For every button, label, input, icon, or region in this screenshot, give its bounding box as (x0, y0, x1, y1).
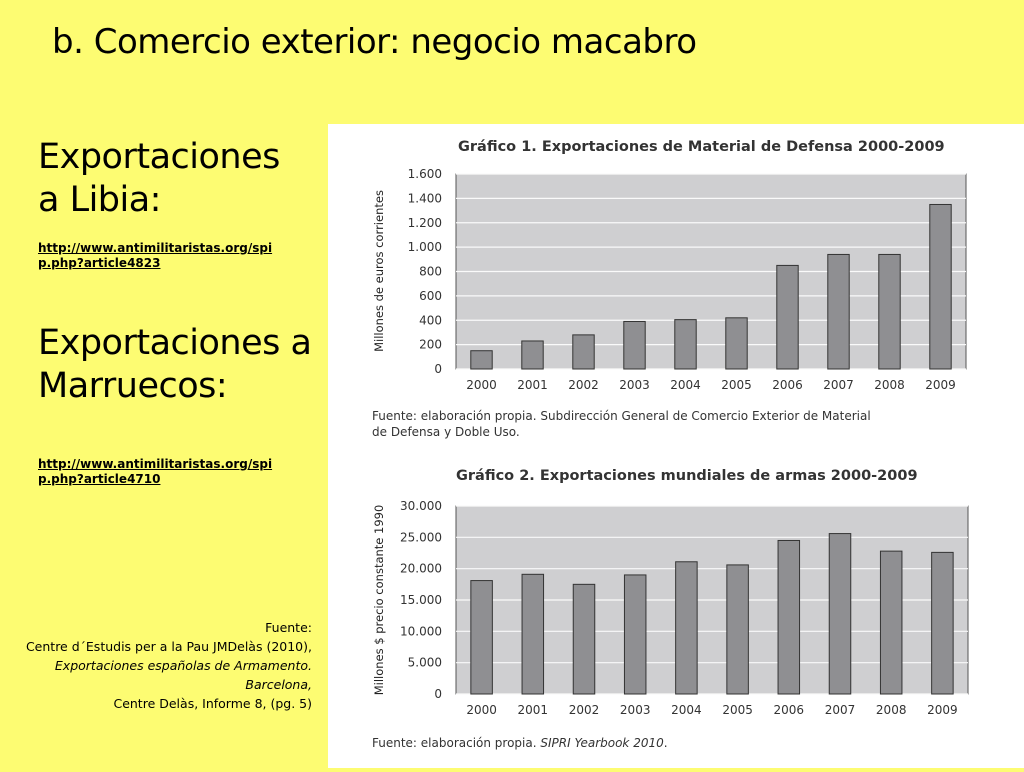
chart-1-ytick-label: 400 (419, 313, 442, 328)
chart-1-xtick-label: 2002 (568, 378, 599, 392)
chart-1-ytick-label: 800 (419, 264, 442, 279)
slide-title: b. Comercio exterior: negocio macabro (52, 22, 697, 62)
chart-2-ytick-label: 0 (434, 687, 442, 701)
chart-2-xtick-label: 2001 (517, 703, 549, 717)
chart-1-xtick-label: 2003 (619, 378, 650, 392)
figure-panel (328, 124, 1024, 768)
heading-marruecos: Exportaciones a Marruecos: (38, 323, 312, 406)
chart-2-xtick-label: 2008 (875, 703, 907, 717)
chart-1-title: Gráfico 1. Exportaciones de Material de Defensa 2000-2009 (458, 139, 945, 155)
chart-2-bar-2003 (624, 575, 646, 694)
source-line-4: Barcelona, (245, 677, 312, 692)
chart-1-bar-2004 (675, 320, 696, 369)
chart-2-xtick-label: 2006 (773, 703, 805, 717)
chart-2-ytick-label: 25.000 (400, 530, 442, 545)
chart-1-ytick-label: 1.200 (407, 215, 442, 230)
chart-1-xtick-label: 2004 (670, 378, 701, 392)
chart-2-bar-2007 (829, 534, 851, 694)
chart-1-bar-2003 (624, 321, 645, 369)
chart-2-ytick-label: 5.000 (407, 655, 442, 670)
chart-2-source: Fuente: elaboración propia. SIPRI Yearbook 2010. (372, 736, 668, 750)
source-line-1: Fuente: (265, 620, 312, 635)
chart-2-xtick-label: 2003 (619, 703, 651, 717)
chart-2-bar-2008 (880, 551, 902, 694)
chart-2-title: Gráfico 2. Exportaciones mundiales de armas 2000-2009 (456, 468, 918, 484)
chart-1-bar-2008 (879, 254, 900, 369)
chart-1-bar-2001 (522, 341, 543, 369)
chart-2 (372, 468, 968, 750)
chart-1-bar-2002 (573, 335, 594, 369)
chart-2-bar-2006 (778, 540, 800, 694)
chart-1-xtick-label: 2006 (772, 378, 803, 392)
chart-2-xtick-label: 2009 (927, 703, 958, 717)
chart-1-xtick-label: 2005 (721, 378, 752, 392)
source-line-2: Centre d´Estudis per a la Pau JMDelàs (2010), (25, 639, 312, 654)
chart-1-source: Fuente: elaboración propia. Subdirección General de Comercio Exterior de Material de Defensa y Doble Uso. (372, 409, 871, 439)
source-line-5: Centre Delàs, Informe 8, (pg. 5) (113, 696, 312, 711)
chart-2-bar-2002 (573, 584, 595, 694)
chart-2-bar-2009 (932, 552, 954, 694)
chart-2-bar-2000 (471, 581, 493, 694)
chart-2-bar-2005 (727, 565, 749, 694)
chart-2-ytick-label: 10.000 (400, 624, 442, 639)
chart-1-xtick-label: 2007 (823, 378, 854, 392)
chart-2-bar-2004 (676, 562, 698, 694)
chart-1-xtick-label: 2008 (874, 378, 905, 392)
chart-1-ytick-label: 1.000 (407, 240, 442, 255)
chart-1-ylabel: Millones de euros corrientes (372, 190, 386, 352)
chart-2-bar-2001 (522, 574, 544, 694)
chart-1-bar-2006 (777, 265, 798, 369)
chart-1-ytick-label: 200 (419, 337, 442, 352)
chart-1-xtick-label: 2001 (517, 378, 548, 392)
chart-1-ytick-label: 1.600 (407, 167, 442, 181)
chart-1-ytick-label: 0 (434, 362, 442, 376)
chart-1-xtick-label: 2000 (466, 378, 497, 392)
chart-1-bar-2009 (930, 204, 951, 369)
chart-2-xtick-label: 2005 (722, 703, 753, 717)
chart-2-ytick-label: 15.000 (400, 593, 442, 607)
chart-1-ytick-label: 1.400 (407, 191, 442, 206)
chart-2-xtick-label: 2007 (824, 703, 856, 717)
chart-2-ylabel: Millones $ precio constante 1990 (372, 504, 386, 696)
chart-2-ytick-label: 30.000 (400, 499, 442, 513)
chart-2-xtick-label: 2004 (671, 703, 702, 717)
link-marruecos[interactable]: http://www.antimilitaristas.org/spip.php?article4710 (38, 457, 273, 486)
chart-1-bar-2000 (471, 351, 492, 369)
chart-2-xtick-label: 2002 (568, 703, 600, 717)
chart-2-xtick-label: 2000 (466, 703, 497, 717)
link-libia[interactable]: http://www.antimilitaristas.org/spip.php?article4823 (38, 241, 273, 270)
heading-libia: Exportaciones a Libia: (38, 137, 280, 220)
chart-2-ytick-label: 20.000 (400, 561, 442, 576)
source-citation (2, 618, 312, 713)
charts-svg (328, 124, 1024, 768)
source-line-3: Exportaciones españolas de Armamento. (54, 658, 312, 673)
chart-1 (372, 139, 966, 439)
chart-1-bar-2007 (828, 254, 849, 369)
chart-1-ytick-label: 600 (419, 288, 442, 303)
chart-1-xtick-label: 2009 (925, 378, 956, 392)
chart-1-bar-2005 (726, 318, 747, 369)
